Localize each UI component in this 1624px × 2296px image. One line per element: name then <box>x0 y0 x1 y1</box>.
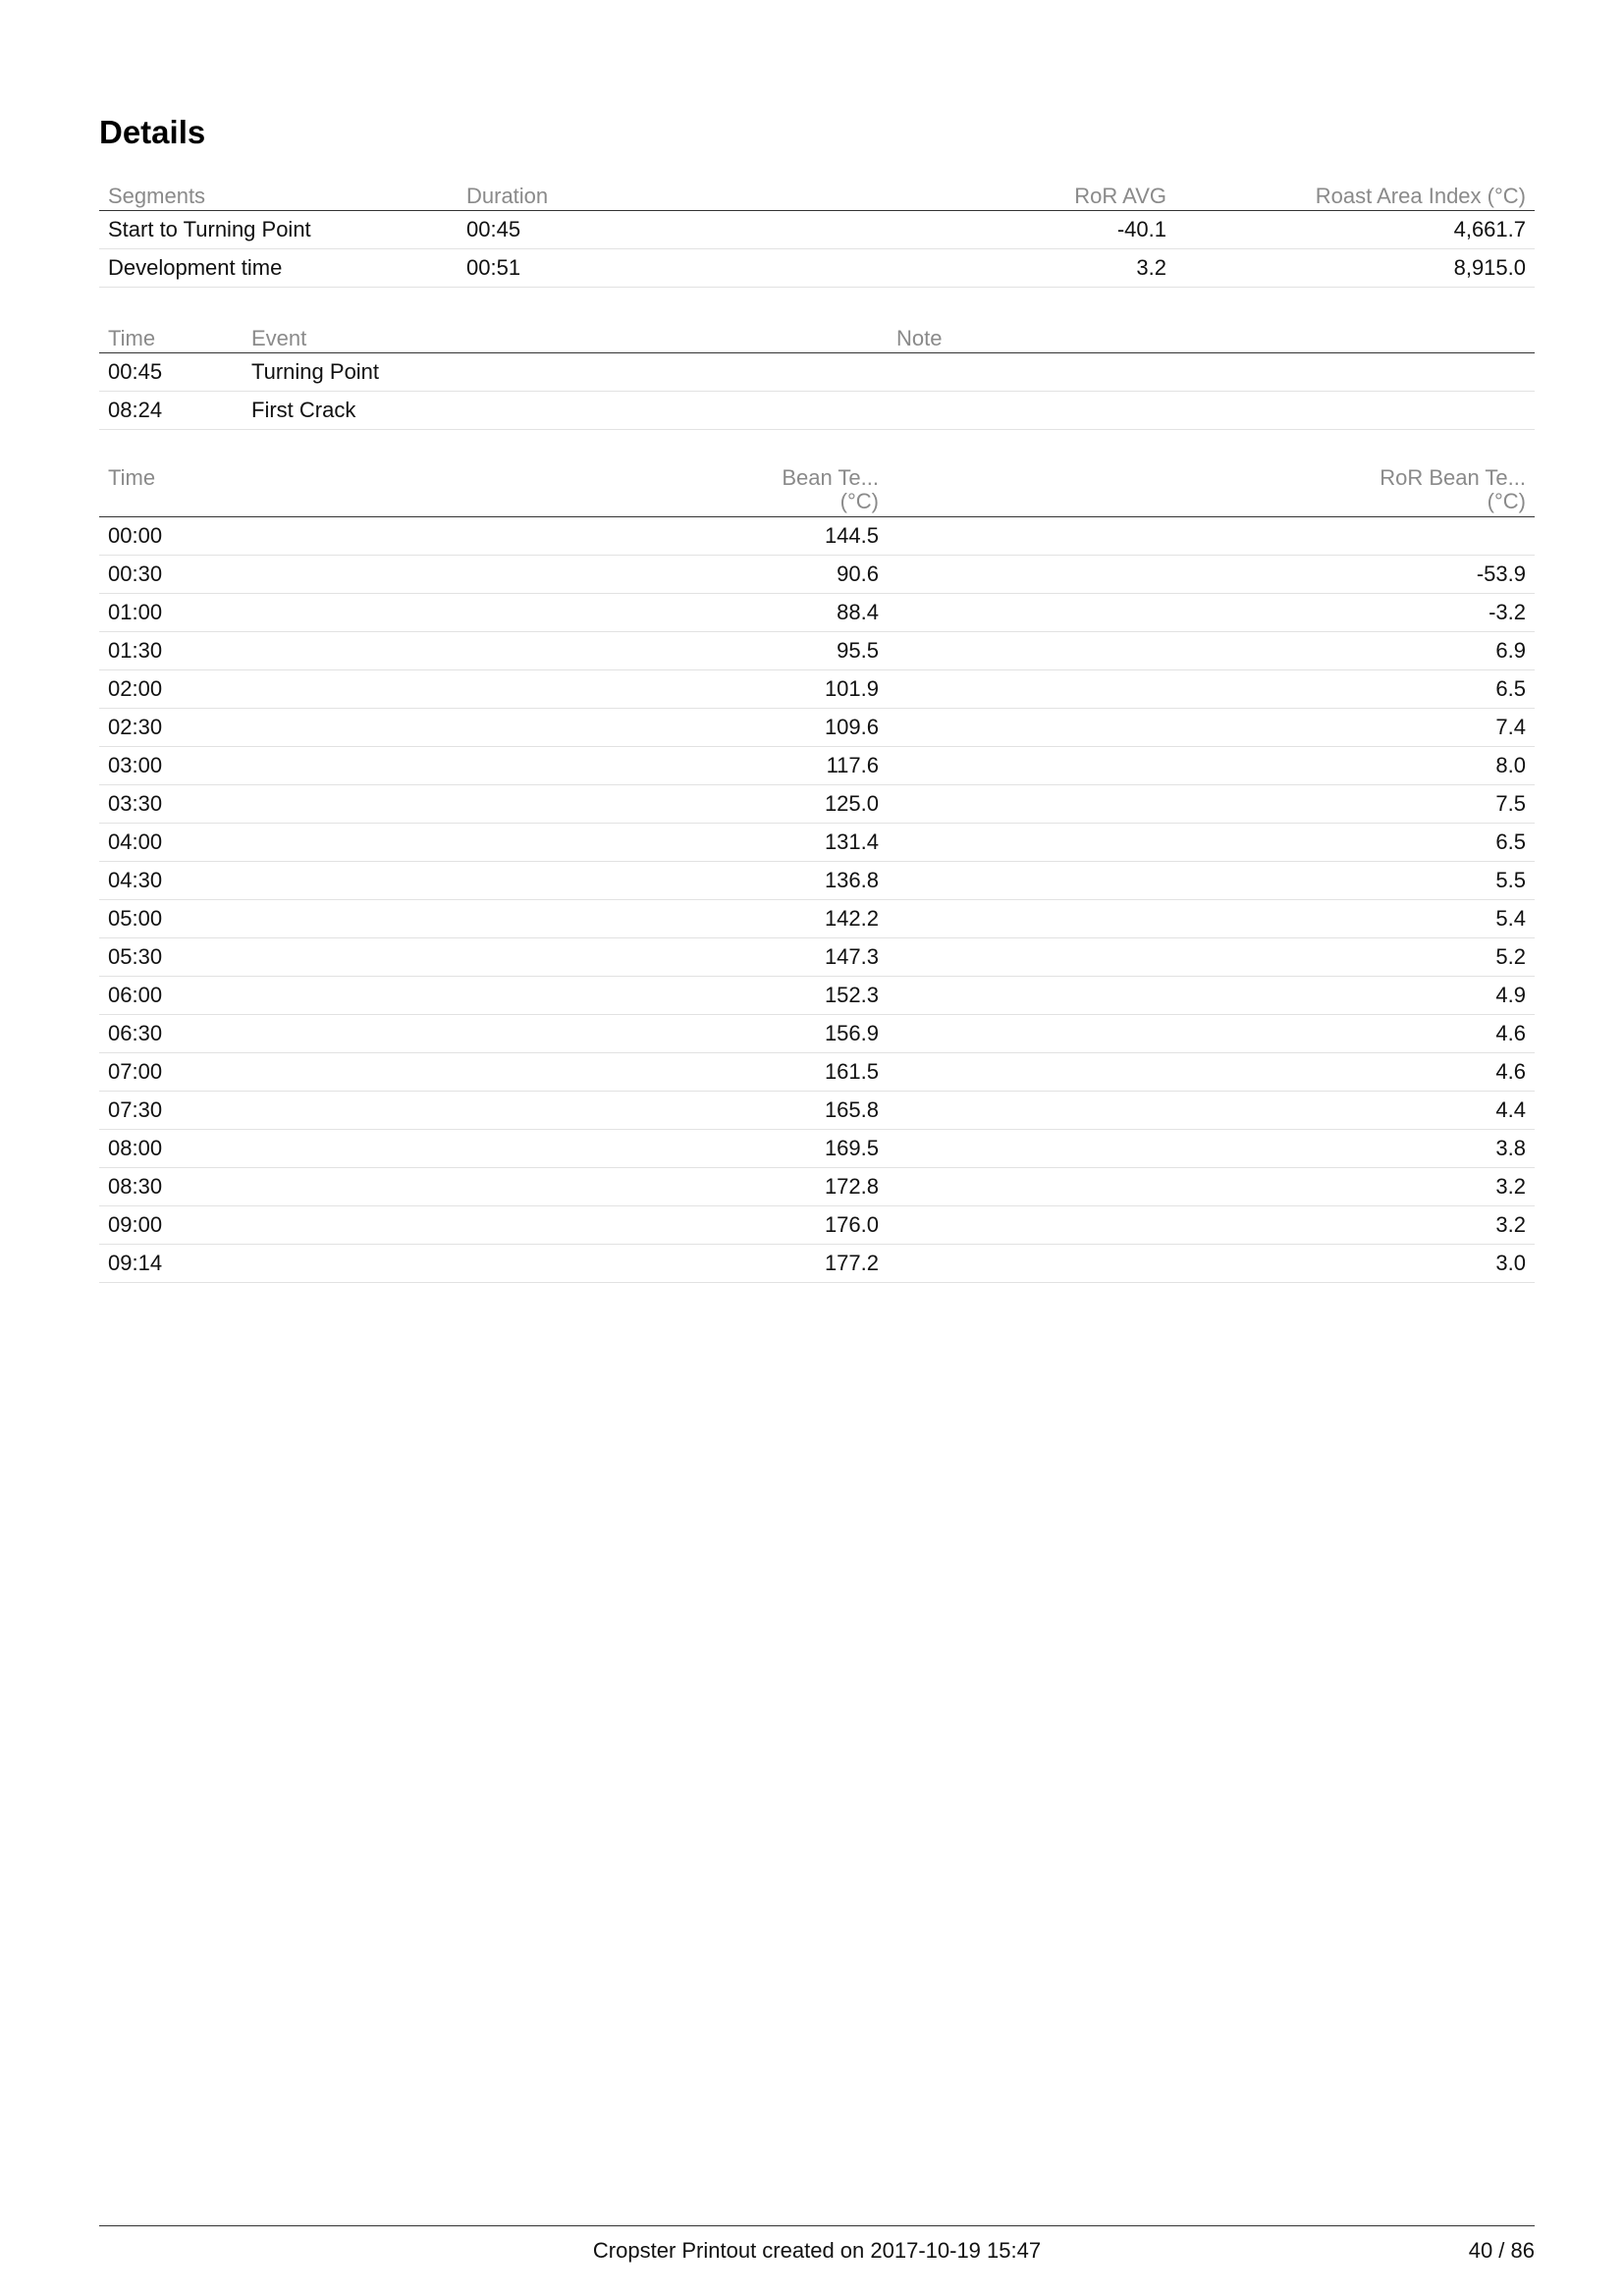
reading-ror-bean-temp: 4.9 <box>888 977 1535 1015</box>
table-row <box>99 392 1535 430</box>
reading-ror-bean-temp: 3.2 <box>888 1168 1535 1206</box>
event-time: 08:24 <box>99 392 243 430</box>
reading-time: 05:00 <box>99 900 345 938</box>
reading-bean-temp: 117.6 <box>345 747 888 785</box>
reading-bean-temp: 88.4 <box>345 594 888 632</box>
reading-ror-bean-temp: 8.0 <box>888 747 1535 785</box>
note-col-header: Note <box>888 321 1535 353</box>
table-row <box>99 1015 1535 1053</box>
reading-bean-temp: 109.6 <box>345 709 888 747</box>
reading-bean-temp: 90.6 <box>345 556 888 594</box>
readings-table <box>99 464 1535 1283</box>
reading-time: 01:30 <box>99 632 345 670</box>
page-title: Details <box>99 114 206 150</box>
segment-name: Development time <box>99 249 458 288</box>
reading-ror-bean-temp: -53.9 <box>888 556 1535 594</box>
segment-duration: 00:45 <box>458 211 816 249</box>
reading-time: 02:30 <box>99 709 345 747</box>
table-row <box>99 1130 1535 1168</box>
reading-bean-temp: 165.8 <box>345 1092 888 1130</box>
reading-time: 07:00 <box>99 1053 345 1092</box>
time-col-header: Time <box>99 464 345 517</box>
roast-area-index-col-header: Roast Area Index (°C) <box>1175 179 1535 211</box>
reading-ror-bean-temp: 6.5 <box>888 824 1535 862</box>
reading-time: 06:30 <box>99 1015 345 1053</box>
table-row <box>99 709 1535 747</box>
segment-roast-area-index: 4,661.7 <box>1175 211 1535 249</box>
reading-bean-temp: 131.4 <box>345 824 888 862</box>
reading-time: 03:00 <box>99 747 345 785</box>
table-row <box>99 1245 1535 1283</box>
reading-time: 05:30 <box>99 938 345 977</box>
reading-ror-bean-temp <box>888 517 1535 556</box>
reading-time: 09:14 <box>99 1245 345 1283</box>
ror-avg-col-header: RoR AVG <box>816 179 1175 211</box>
table-row <box>99 211 1535 249</box>
reading-bean-temp: 152.3 <box>345 977 888 1015</box>
table-row <box>99 249 1535 288</box>
reading-bean-temp: 125.0 <box>345 785 888 824</box>
event-name: First Crack <box>243 392 888 430</box>
segment-ror-avg: -40.1 <box>816 211 1175 249</box>
reading-ror-bean-temp: 5.5 <box>888 862 1535 900</box>
reading-time: 02:00 <box>99 670 345 709</box>
reading-ror-bean-temp: 4.4 <box>888 1092 1535 1130</box>
segments-col-header: Segments <box>99 179 458 211</box>
duration-col-header: Duration <box>458 179 816 211</box>
reading-bean-temp: 172.8 <box>345 1168 888 1206</box>
ror-bean-temp-col-header: RoR Bean Te... (°C) <box>888 464 1535 517</box>
reading-time: 01:00 <box>99 594 345 632</box>
reading-ror-bean-temp: 5.2 <box>888 938 1535 977</box>
reading-bean-temp: 156.9 <box>345 1015 888 1053</box>
segment-roast-area-index: 8,915.0 <box>1175 249 1535 288</box>
event-col-header: Event <box>243 321 888 353</box>
table-row <box>99 1168 1535 1206</box>
table-row <box>99 594 1535 632</box>
footer-divider <box>99 2225 1535 2226</box>
segments-header-row <box>99 179 1535 211</box>
reading-time: 06:00 <box>99 977 345 1015</box>
table-row <box>99 1206 1535 1245</box>
reading-bean-temp: 101.9 <box>345 670 888 709</box>
table-row <box>99 517 1535 556</box>
reading-ror-bean-temp: 4.6 <box>888 1053 1535 1092</box>
reading-time: 04:00 <box>99 824 345 862</box>
bean-temp-col-header: Bean Te... (°C) <box>345 464 888 517</box>
reading-bean-temp: 144.5 <box>345 517 888 556</box>
table-row <box>99 632 1535 670</box>
page-number: 40 / 86 <box>1468 2238 1535 2263</box>
reading-time: 04:30 <box>99 862 345 900</box>
events-table <box>99 321 1535 430</box>
table-row <box>99 824 1535 862</box>
segment-ror-avg: 3.2 <box>816 249 1175 288</box>
table-row <box>99 670 1535 709</box>
segments-table <box>99 179 1535 288</box>
reading-bean-temp: 147.3 <box>345 938 888 977</box>
table-row <box>99 977 1535 1015</box>
reading-bean-temp: 142.2 <box>345 900 888 938</box>
segment-duration: 00:51 <box>458 249 816 288</box>
reading-time: 07:30 <box>99 1092 345 1130</box>
reading-ror-bean-temp: 4.6 <box>888 1015 1535 1053</box>
event-note <box>888 392 1535 430</box>
reading-bean-temp: 136.8 <box>345 862 888 900</box>
reading-time: 08:30 <box>99 1168 345 1206</box>
segment-name: Start to Turning Point <box>99 211 458 249</box>
reading-ror-bean-temp: 5.4 <box>888 900 1535 938</box>
reading-time: 08:00 <box>99 1130 345 1168</box>
table-row <box>99 862 1535 900</box>
readings-header-row <box>99 464 1535 517</box>
reading-ror-bean-temp: 3.2 <box>888 1206 1535 1245</box>
table-row <box>99 1053 1535 1092</box>
table-row <box>99 1092 1535 1130</box>
table-row <box>99 938 1535 977</box>
table-row <box>99 900 1535 938</box>
event-name: Turning Point <box>243 353 888 392</box>
reading-bean-temp: 161.5 <box>345 1053 888 1092</box>
event-note <box>888 353 1535 392</box>
table-row <box>99 785 1535 824</box>
reading-ror-bean-temp: 6.9 <box>888 632 1535 670</box>
reading-time: 03:30 <box>99 785 345 824</box>
table-row <box>99 747 1535 785</box>
time-col-header: Time <box>99 321 243 353</box>
reading-ror-bean-temp: 3.0 <box>888 1245 1535 1283</box>
reading-ror-bean-temp: 6.5 <box>888 670 1535 709</box>
reading-bean-temp: 177.2 <box>345 1245 888 1283</box>
reading-time: 00:30 <box>99 556 345 594</box>
reading-ror-bean-temp: 7.4 <box>888 709 1535 747</box>
reading-ror-bean-temp: -3.2 <box>888 594 1535 632</box>
reading-ror-bean-temp: 7.5 <box>888 785 1535 824</box>
reading-bean-temp: 169.5 <box>345 1130 888 1168</box>
table-row <box>99 556 1535 594</box>
readings-body <box>99 517 1535 1283</box>
event-time: 00:45 <box>99 353 243 392</box>
reading-time: 00:00 <box>99 517 345 556</box>
reading-bean-temp: 95.5 <box>345 632 888 670</box>
reading-time: 09:00 <box>99 1206 345 1245</box>
reading-bean-temp: 176.0 <box>345 1206 888 1245</box>
footer-printout-info: Cropster Printout created on 2017-10-19 15:47 <box>592 2238 1042 2263</box>
events-header-row <box>99 321 1535 353</box>
reading-ror-bean-temp: 3.8 <box>888 1130 1535 1168</box>
table-row <box>99 353 1535 392</box>
